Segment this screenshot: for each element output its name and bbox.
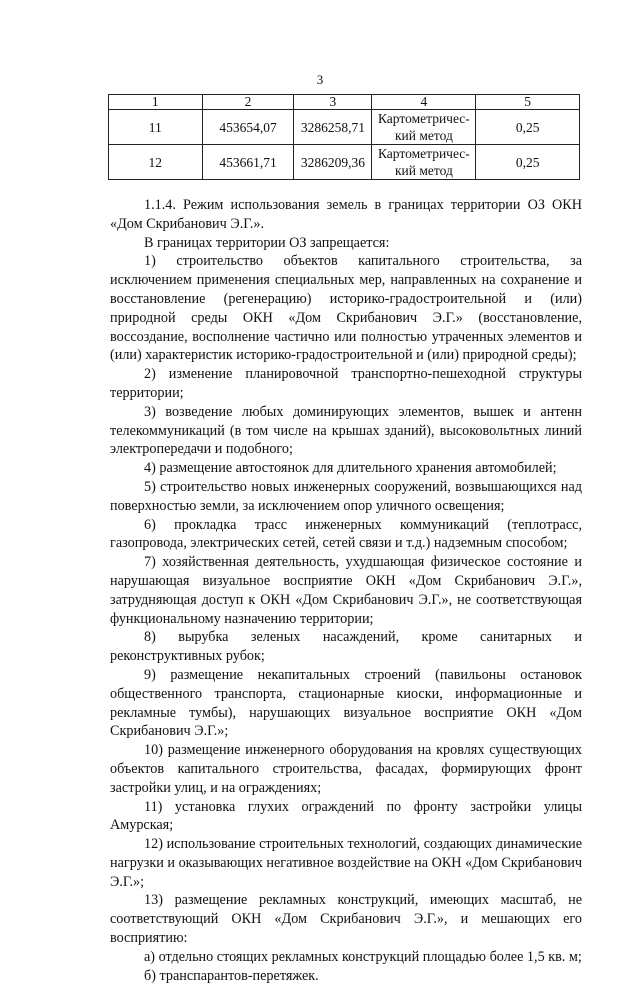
list-item: 6) прокладка трасс инженерных коммуникаций (теплотрасс, газопровода, электрических сетей, сетей связи и т.д.) надземным способом; <box>110 516 582 552</box>
point-number-cell: 12 <box>109 145 203 180</box>
table-header-cell: 3 <box>294 95 372 110</box>
method-line: Картометричес- <box>377 146 470 161</box>
list-item: 3) возведение любых доминирующих элементов, вышек и антенн телекоммуникаций (в том числе на крышах зданий), высоковольтных линий электропередачи и подобного; <box>110 403 582 458</box>
list-item: 1) строительство объектов капитального строительства, за исключением применения специальных мер, направленных на сохранение и восстановление (регенерацию) историко-градостроительной и (или) природной среды ОКН «Дом Скрибанович Э.Г.» (восстановление, воссоздание, восполнение частично или полностью утраченных элементов и (или) характеристик историко-градостроительной и (или) природной среды); <box>110 253 582 364</box>
section-heading: 1.1.4. Режим использования земель в границах территории ОЗ ОКН «Дом Скрибанович Э.Г.». <box>110 197 582 232</box>
accuracy-cell: 0,25 <box>476 110 580 145</box>
method-cell <box>372 110 476 145</box>
paragraph: В границах территории ОЗ запрещается: <box>144 234 390 251</box>
table-header-cell: 4 <box>372 95 476 110</box>
list-item: 4) размещение автостоянок для длительного хранения автомобилей; <box>144 460 557 477</box>
table-row <box>109 110 580 145</box>
table-header-cell: 1 <box>109 95 203 110</box>
table-header-cell: 5 <box>476 95 580 110</box>
table-header-row <box>109 95 580 110</box>
list-item: 9) размещение некапитальных строений (павильоны остановок общественного транспорта, стационарные киоски, информационные и рекламные тумбы), нарушающих визуальное восприятие ОКН «Дом Скрибанович Э.Г.»; <box>110 666 582 740</box>
method-line: Картометричес- <box>377 111 470 126</box>
sub-list-item: а) отдельно стоящих рекламных конструкций площадью более 1,5 кв. м; <box>144 948 582 965</box>
method-line: кий метод <box>394 128 453 143</box>
method-line: кий метод <box>394 163 453 178</box>
list-item: 2) изменение планировочной транспортно-пешеходной структуры территории; <box>110 366 582 401</box>
accuracy-cell: 0,25 <box>476 145 580 180</box>
sub-list-item: б) транспарантов-перетяжек. <box>144 967 319 984</box>
table-header-cell: 2 <box>202 95 294 110</box>
coordinates-table <box>108 94 580 180</box>
list-item: 11) установка глухих ограждений по фронту застройки улицы Амурская; <box>110 798 582 834</box>
x-coordinate-cell: 453654,07 <box>202 110 294 145</box>
x-coordinate-cell: 453661,71 <box>202 145 294 180</box>
method-cell <box>372 145 476 180</box>
y-coordinate-cell: 3286258,71 <box>294 110 372 145</box>
list-item: 7) хозяйственная деятельность, ухудшающая физическое состояние и нарушающая визуальное восприятие ОКН «Дом Скрибанович Э.Г.», затрудняющая доступ к ОКН «Дом Скрибанович Э.Г.», не соответствующая функциональному назначению территории; <box>110 554 582 627</box>
point-number-cell: 11 <box>109 110 203 145</box>
table-row <box>109 145 580 180</box>
list-item: 13) размещение рекламных конструкций, имеющих масштаб, не соответствующий ОКН «Дом Скрибанович Э.Г.», и мешающих его восприятию: <box>110 892 582 947</box>
list-item: 5) строительство новых инженерных сооружений, возвышающихся над поверхностью земли, за исключением опор уличного освещения; <box>110 478 582 514</box>
list-item: 10) размещение инженерного оборудования на кровлях существующих объектов капитального строительства, фасадах, формирующих фронт застройки улиц, и на ограждениях; <box>110 742 582 796</box>
list-item: 8) вырубка зеленых насаждений, кроме санитарных и реконструктивных рубок; <box>110 629 582 665</box>
document-body <box>110 196 582 985</box>
y-coordinate-cell: 3286209,36 <box>294 145 372 180</box>
page-number: 3 <box>316 72 324 87</box>
list-item: 12) использование строительных технологий, создающих динамические нагрузки и оказывающих негативное воздействие на ОКН «Дом Скрибанович Э.Г.»; <box>110 836 582 890</box>
